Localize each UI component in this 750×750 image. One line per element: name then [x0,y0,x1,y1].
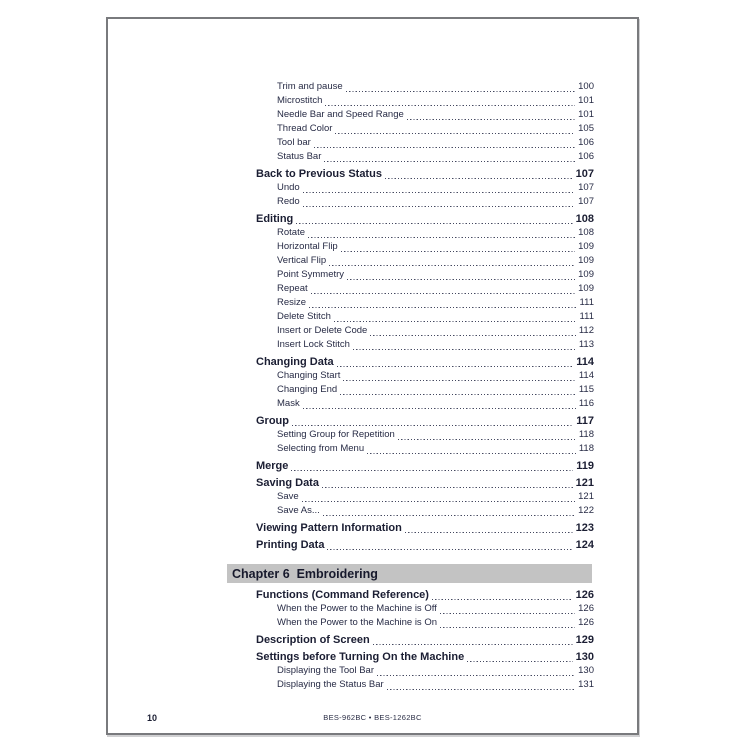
toc-entry-page: 107 [578,196,594,207]
toc-entry [108,324,594,338]
toc-entry-page: 121 [575,477,594,489]
toc-entry-label: Microstitch [277,95,323,106]
toc-entry-page: 116 [578,398,594,409]
dot-leader [311,293,576,294]
toc-entry-label: Trim and pause [277,81,343,92]
toc-entry-label: Tool bar [277,137,311,148]
toc-entry-page: 121 [578,491,594,502]
toc-entry-label: Vertical Flip [277,255,327,266]
toc-entry [108,490,594,504]
toc-entry [108,678,594,692]
chapter-heading: Chapter 6 Embroidering [232,567,378,581]
dot-leader [327,549,572,550]
manual-page [106,17,639,735]
dot-leader [334,321,577,322]
toc-entry-page: 106 [578,137,594,148]
toc-entry-label: Settings before Turning On the Machine [256,651,465,663]
dot-leader [314,147,575,148]
toc-entry-page: 101 [578,95,594,106]
dot-leader [341,251,575,252]
toc-entry-page: 109 [578,241,594,252]
toc-entry-page: 100 [578,81,594,92]
toc-entry-label: Saving Data [256,477,319,489]
toc-entry-label: Save [277,491,299,502]
toc-entry [108,268,594,282]
toc-entry [108,167,594,181]
toc-entry-label: Changing End [277,384,338,395]
dot-leader [343,380,575,381]
toc-entry-page: 109 [578,269,594,280]
toc-entry-label: Back to Previous Status [256,168,382,180]
dot-leader [322,487,573,488]
toc-entry [108,383,594,397]
dot-leader [291,470,573,471]
toc-entry [108,521,594,535]
toc-entry-label: When the Power to the Machine is Off [277,603,437,614]
toc-list-part2 [108,588,594,692]
toc-entry [108,212,594,226]
toc-entry [108,616,594,630]
toc-entry-label: Editing [256,213,294,225]
toc-entry-label: Insert Lock Stitch [277,339,350,350]
toc-entry-page: 112 [578,325,594,336]
toc-entry-page: 114 [576,356,594,368]
toc-entry [108,310,594,324]
toc-entry-label: Group [256,415,289,427]
toc-entry-label: Rotate [277,227,305,238]
toc-entry-page: 106 [578,151,594,162]
toc-entry [108,254,594,268]
page-footer [108,713,637,725]
toc-entry [108,428,594,442]
toc-entry-page: 108 [575,213,594,225]
toc-entry [108,282,594,296]
toc-entry [108,602,594,616]
toc-entry [108,122,594,136]
dot-leader [329,265,575,266]
dot-leader [377,675,575,676]
toc-entry-page: 130 [575,651,594,663]
toc-entry-label: When the Power to the Machine is On [277,617,437,628]
dot-leader [340,394,576,395]
dot-leader [323,515,575,516]
toc-entry-label: Insert or Delete Code [277,325,368,336]
dot-leader [347,279,575,280]
dot-leader [467,661,572,662]
toc-entry [108,355,594,369]
toc-entry-page: 101 [578,109,594,120]
toc-entry [108,633,594,647]
toc-entry-label: Mask [277,398,300,409]
toc-entry [108,80,594,94]
dot-leader [302,501,575,502]
toc-entry-label: Changing Start [277,370,341,381]
dot-leader [346,91,575,92]
dot-leader [335,133,575,134]
toc-entry [108,369,594,383]
toc-entry-page: 129 [575,634,594,646]
toc-entry-label: Status Bar [277,151,322,162]
toc-entry [108,538,594,552]
dot-leader [398,439,576,440]
toc-entry-page: 117 [576,415,594,427]
dot-leader [353,349,576,350]
toc-entry-page: 130 [578,665,594,676]
dot-leader [303,408,576,409]
toc-entry-label: Printing Data [256,539,325,551]
toc-entry [108,195,594,209]
toc-entry-label: Description of Screen [256,634,370,646]
toc-entry-label: Save As... [277,505,320,516]
dot-leader [387,689,575,690]
dot-leader [385,178,573,179]
toc-entry [108,108,594,122]
toc-entry-page: 114 [578,370,594,381]
toc-entry-page: 126 [578,617,594,628]
footer-page-number: 10 [147,713,158,723]
toc-entry-label: Changing Data [256,356,334,368]
toc-entry-page: 118 [578,443,594,454]
toc-entry-label: Thread Color [277,123,333,134]
dot-leader [292,425,573,426]
dot-leader [367,453,576,454]
toc-entry-page: 122 [578,505,594,516]
toc-entry-page: 123 [575,522,594,534]
dot-leader [309,307,577,308]
toc-entry-page: 131 [578,679,594,690]
toc-entry-page: 126 [575,589,594,601]
dot-leader [337,366,574,367]
toc-entry-label: Setting Group for Repetition [277,429,395,440]
toc-entry-label: Displaying the Status Bar [277,679,384,690]
dot-leader [432,599,573,600]
dot-leader [325,105,575,106]
toc-entry [108,504,594,518]
toc-entry [108,442,594,456]
toc-entry-label: Functions (Command Reference) [256,589,429,601]
toc-entry [108,181,594,195]
dot-leader [303,192,575,193]
toc-entry [108,397,594,411]
dot-leader [440,613,575,614]
toc-entry-label: Repeat [277,283,308,294]
toc-entry [108,240,594,254]
toc-entry-page: 115 [578,384,594,395]
toc-entry [108,650,594,664]
toc-entry-label: Viewing Pattern Information [256,522,402,534]
toc-entry [108,414,594,428]
toc-entry-page: 111 [579,297,594,308]
toc-entry-label: Needle Bar and Speed Range [277,109,404,120]
toc-entry-label: Selecting from Menu [277,443,365,454]
toc-entry-label: Redo [277,196,300,207]
toc-entry [108,338,594,352]
toc-entry-page: 118 [578,429,594,440]
toc-entry [108,296,594,310]
toc-entry-page: 109 [578,255,594,266]
dot-leader [308,237,575,238]
chapter-heading-bar [227,564,592,583]
toc-entry-page: 126 [578,603,594,614]
toc-entry [108,150,594,164]
toc-entry-page: 108 [578,227,594,238]
toc-entry [108,226,594,240]
toc-entry [108,664,594,678]
toc-entry-page: 113 [578,339,594,350]
dot-leader [405,532,573,533]
toc-entry-page: 109 [578,283,594,294]
toc-entry-page: 107 [578,182,594,193]
toc-entry [108,588,594,602]
toc-entry-label: Horizontal Flip [277,241,338,252]
toc-entry [108,476,594,490]
toc-entry-label: Point Symmetry [277,269,345,280]
toc-entry-page: 107 [575,168,594,180]
dot-leader [440,627,575,628]
toc-entry [108,94,594,108]
toc-entry [108,136,594,150]
dot-leader [407,119,575,120]
dot-leader [303,206,575,207]
toc-entry-label: Merge [256,460,289,472]
dot-leader [370,335,576,336]
toc-entry [108,459,594,473]
toc-entry-page: 124 [575,539,594,551]
toc-entry-label: Displaying the Tool Bar [277,665,374,676]
toc-entry-page: 105 [578,123,594,134]
toc-entry-label: Undo [277,182,300,193]
toc-entry-page: 119 [576,460,594,472]
toc-entry-label: Delete Stitch [277,311,331,322]
toc-entry-label: Resize [277,297,307,308]
toc-list-part1 [108,80,594,552]
dot-leader [296,223,572,224]
dot-leader [324,161,575,162]
dot-leader [373,644,573,645]
toc-entry-page: 111 [579,311,594,322]
footer-model-text: BES-962BC • BES-1262BC [323,713,422,722]
